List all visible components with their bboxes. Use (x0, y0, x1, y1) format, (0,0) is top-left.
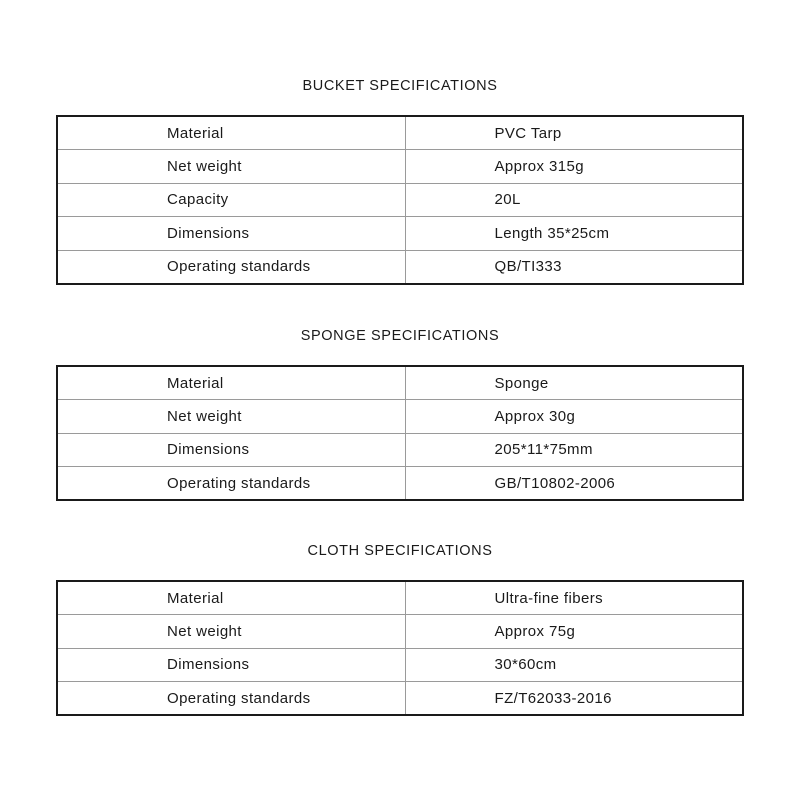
spec-value: Ultra-fine fibers (405, 581, 743, 615)
spec-key: Dimensions (57, 648, 405, 682)
spec-key: Dimensions (57, 217, 405, 251)
table-row (57, 217, 743, 251)
bucket-specifications-title: BUCKET SPECIFICATIONS (302, 78, 498, 94)
spec-value: QB/TI333 (494, 258, 562, 275)
table-row (57, 250, 743, 284)
table-row (57, 467, 743, 501)
table-row (57, 615, 743, 649)
spec-value: 30*60cm (405, 648, 743, 682)
spec-key: Material (57, 366, 405, 400)
spec-key: Net weight (57, 400, 405, 434)
spec-value: FZ/T62033-2016 (494, 689, 612, 707)
spec-key: Material (57, 581, 405, 615)
spec-key: Dimensions (57, 433, 405, 467)
sponge-specifications-table (56, 365, 744, 501)
spec-value: Approx 315g (405, 150, 743, 184)
table-row (57, 400, 743, 434)
table-row (57, 433, 743, 467)
table-row (57, 150, 743, 184)
table-row (57, 648, 743, 682)
spec-key: Capacity (57, 183, 405, 217)
spec-key: Net weight (57, 150, 405, 184)
bucket-specifications-table (56, 115, 744, 285)
table-row (57, 581, 743, 615)
table-row (57, 682, 743, 716)
spec-key: Net weight (57, 615, 405, 649)
spec-value: Approx 30g (405, 400, 743, 434)
spec-key: Operating standards (57, 250, 405, 284)
spec-key: Operating standards (57, 467, 405, 501)
spec-value: Approx 75g (405, 615, 743, 649)
spec-value: Length 35*25cm (405, 217, 743, 251)
table-row (57, 366, 743, 400)
spec-value: PVC Tarp (405, 116, 743, 150)
spec-key: Operating standards (57, 682, 405, 716)
spec-value: 20L (405, 183, 743, 217)
spec-value: GB/T10802-2006 (494, 474, 616, 492)
spec-key: Material (57, 116, 405, 150)
sponge-specifications-title: SPONGE SPECIFICATIONS (300, 328, 500, 344)
table-row (57, 116, 743, 150)
cloth-specifications-table (56, 580, 744, 716)
table-row (57, 183, 743, 217)
cloth-specifications-title: CLOTH SPECIFICATIONS (307, 543, 493, 559)
spec-value: Sponge (405, 366, 743, 400)
spec-value: 205*11*75mm (405, 433, 743, 467)
